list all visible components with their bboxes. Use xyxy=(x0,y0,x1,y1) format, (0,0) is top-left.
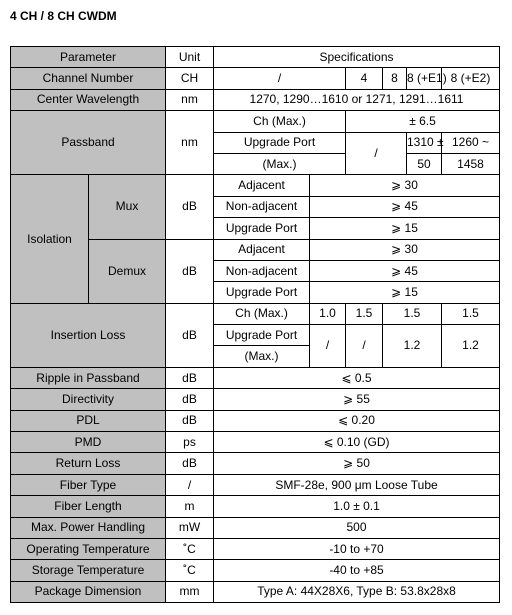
row-unit: dB xyxy=(166,389,214,410)
table-row xyxy=(11,68,500,89)
row-unit: ps xyxy=(166,432,214,453)
row-value: ⩾ 15 xyxy=(310,218,500,239)
spec-table xyxy=(10,46,500,603)
row-unit: nm xyxy=(166,89,214,110)
row-label: Center Wavelength xyxy=(11,89,166,110)
row-unit: dB xyxy=(166,410,214,431)
row-label: Fiber Length xyxy=(11,496,166,517)
row-value: ⩾ 30 xyxy=(310,239,500,260)
row-value: 1310 ± xyxy=(407,132,442,153)
row-value: / xyxy=(346,132,407,175)
row-value: ± 6.5 xyxy=(346,111,500,132)
sub-label: Non-adjacent xyxy=(214,196,310,217)
table-row xyxy=(11,432,500,453)
row-label: Channel Number xyxy=(11,68,166,89)
row-unit: CH xyxy=(166,68,214,89)
table-row xyxy=(11,389,500,410)
sub-label: Ch (Max.) xyxy=(214,303,310,324)
row-value: 500 xyxy=(214,517,500,538)
row-value: SMF-28e, 900 μm Loose Tube xyxy=(214,474,500,495)
row-unit: dB xyxy=(166,175,214,239)
row-value: 1.2 xyxy=(383,325,442,368)
table-row xyxy=(11,175,500,196)
header-unit: Unit xyxy=(166,47,214,68)
row-value: 1260 ~ xyxy=(442,132,500,153)
sub-label: Upgrade Port xyxy=(214,325,310,346)
row-label: Fiber Type xyxy=(11,474,166,495)
row-label: Storage Temperature xyxy=(11,560,166,581)
row-value: ⩾ 50 xyxy=(214,453,500,474)
sub-label: (Max.) xyxy=(214,153,346,174)
row-label: Isolation xyxy=(11,175,89,303)
row-value: / xyxy=(346,325,383,368)
sub-label: Upgrade Port xyxy=(214,282,310,303)
channel-cell: 8 (+E2) xyxy=(442,68,500,89)
row-unit: nm xyxy=(166,111,214,175)
channel-cell: 4 xyxy=(346,68,383,89)
table-header-row xyxy=(11,47,500,68)
row-label: PMD xyxy=(11,432,166,453)
row-value: ⩾ 15 xyxy=(310,282,500,303)
table-row xyxy=(11,89,500,110)
row-value: ⩽ 0.10 (GD) xyxy=(214,432,500,453)
table-row xyxy=(11,111,500,132)
row-label: Directivity xyxy=(11,389,166,410)
row-value: ⩾ 30 xyxy=(310,175,500,196)
sub-label: Upgrade Port xyxy=(214,218,310,239)
header-specifications: Specifications xyxy=(214,47,500,68)
row-label: PDL xyxy=(11,410,166,431)
sub-label: Upgrade Port xyxy=(214,132,346,153)
page-title: 4 CH / 8 CH CWDM xyxy=(10,9,117,23)
sub-label: (Max.) xyxy=(214,346,310,367)
channel-cell: 8 xyxy=(383,68,407,89)
sub-label: Ch (Max.) xyxy=(214,111,346,132)
row-value: -40 to +85 xyxy=(214,560,500,581)
row-value: 1270, 1290…1610 or 1271, 1291…1611 xyxy=(214,89,500,110)
sub-label: Non-adjacent xyxy=(214,260,310,281)
row-value: 1.0 xyxy=(310,303,346,324)
row-unit: mW xyxy=(166,517,214,538)
row-label: Insertion Loss xyxy=(11,303,166,367)
row-value: ⩽ 0.20 xyxy=(214,410,500,431)
row-unit: / xyxy=(166,474,214,495)
row-unit: m xyxy=(166,496,214,517)
table-row xyxy=(11,303,500,324)
row-value: ⩾ 45 xyxy=(310,196,500,217)
row-label: Return Loss xyxy=(11,453,166,474)
row-value: ⩽ 0.5 xyxy=(214,367,500,388)
row-label: Ripple in Passband xyxy=(11,367,166,388)
sub-group-label: Demux xyxy=(89,239,166,303)
row-value: 1.5 xyxy=(442,303,500,324)
table-row xyxy=(11,367,500,388)
row-value: 1.5 xyxy=(383,303,442,324)
row-unit: dB xyxy=(166,239,214,303)
row-value: 1458 xyxy=(442,153,500,174)
sub-label: Adjacent xyxy=(214,175,310,196)
row-unit: ˚C xyxy=(166,560,214,581)
table-row xyxy=(11,560,500,581)
row-unit: dB xyxy=(166,367,214,388)
row-unit: dB xyxy=(166,453,214,474)
row-value: -10 to +70 xyxy=(214,538,500,559)
row-unit: mm xyxy=(166,581,214,602)
table-row xyxy=(11,410,500,431)
row-value: ⩾ 55 xyxy=(214,389,500,410)
row-unit: dB xyxy=(166,303,214,367)
sub-label: Adjacent xyxy=(214,239,310,260)
row-label: Operating Temperature xyxy=(11,538,166,559)
row-value: 50 xyxy=(407,153,442,174)
channel-cell: / xyxy=(214,68,346,89)
row-value: 1.5 xyxy=(346,303,383,324)
row-label: Package Dimension xyxy=(11,581,166,602)
row-label: Passband xyxy=(11,111,166,175)
row-unit: ˚C xyxy=(166,538,214,559)
row-value: 1.2 xyxy=(442,325,500,368)
table-row xyxy=(11,538,500,559)
table-row xyxy=(11,453,500,474)
row-value: 1.0 ± 0.1 xyxy=(214,496,500,517)
table-row xyxy=(11,517,500,538)
row-value: ⩾ 45 xyxy=(310,260,500,281)
table-row xyxy=(11,474,500,495)
row-value: Type A: 44X28X6, Type B: 53.8x28x8 xyxy=(214,581,500,602)
table-row xyxy=(11,581,500,602)
table-row xyxy=(11,496,500,517)
channel-cell: 8 (+E1) xyxy=(407,68,442,89)
row-value: / xyxy=(310,325,346,368)
sub-group-label: Mux xyxy=(89,175,166,239)
header-parameter: Parameter xyxy=(11,47,166,68)
row-label: Max. Power Handling xyxy=(11,517,166,538)
